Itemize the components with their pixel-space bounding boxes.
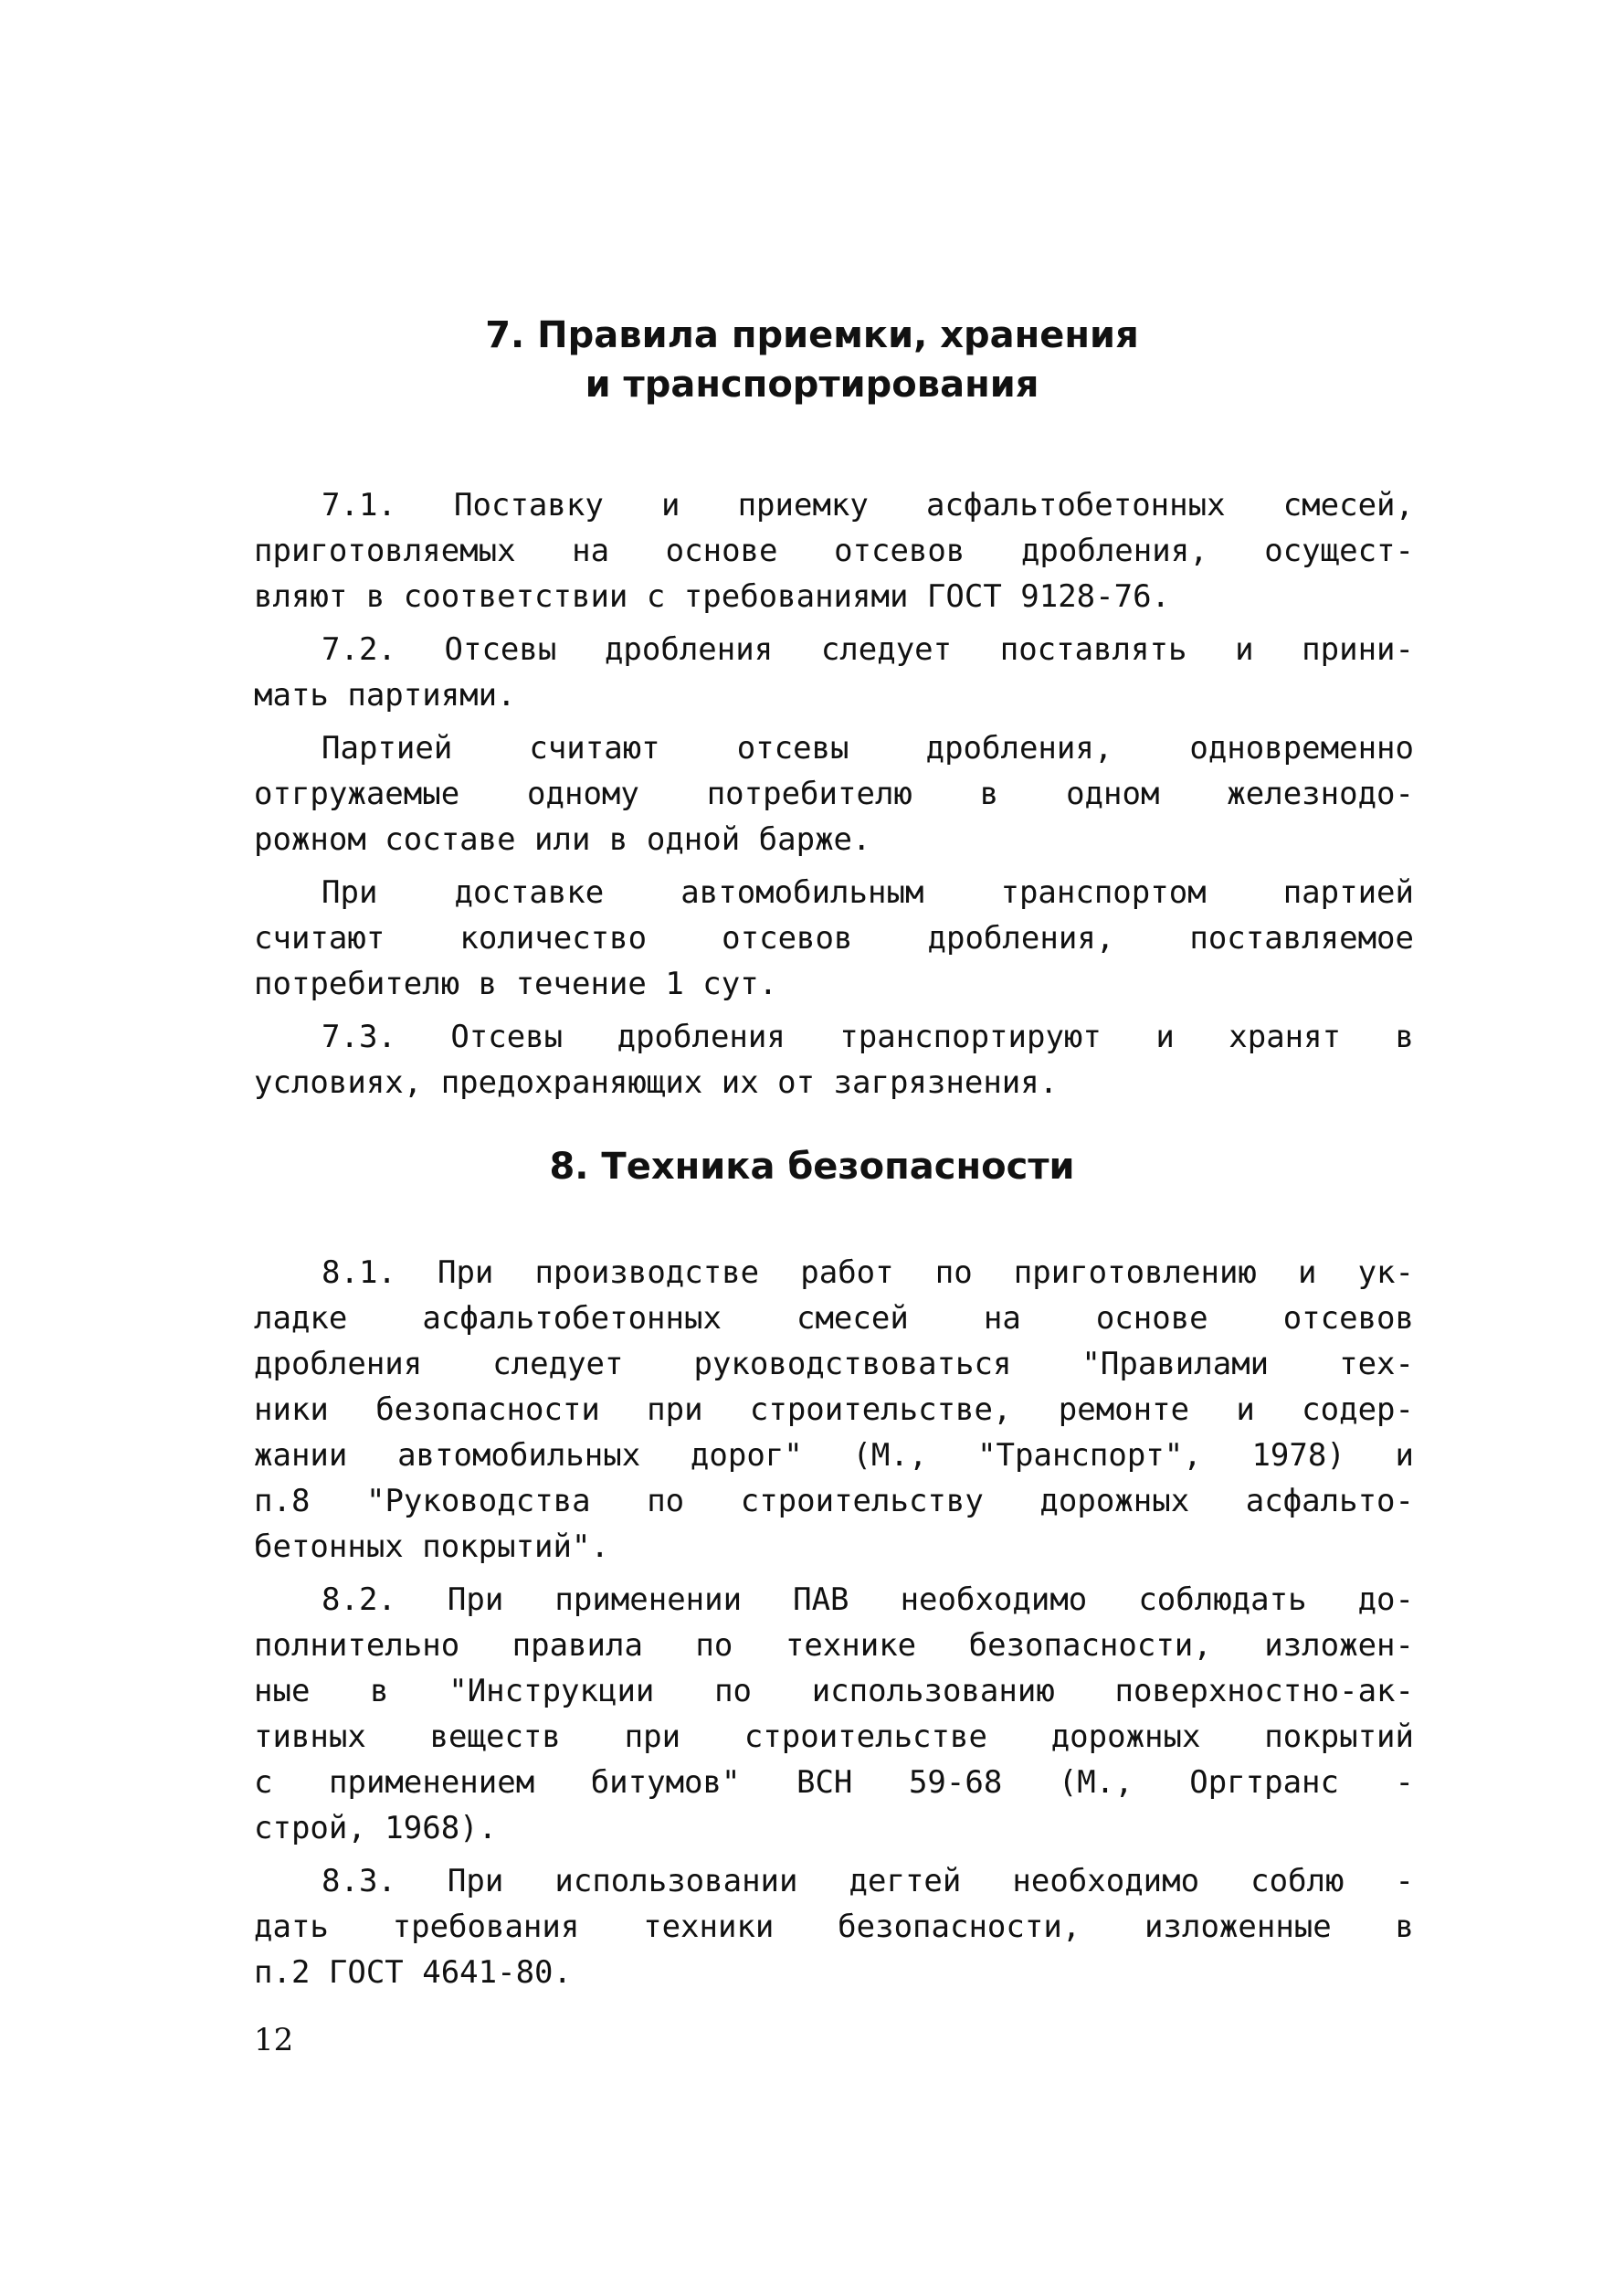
section-7-heading-line-2: и транспортирования (585, 364, 1039, 406)
text-line: жании автомобильных дорог" (М., "Транспорт", 1978) и (254, 1437, 1414, 1474)
text-line: 7.1. Поставку и приемку асфальтобетонных смесей, (322, 487, 1414, 524)
text-line: условиях, предохраняющих их от загрязнения. (254, 1064, 1059, 1101)
text-line: 8.1. При производстве работ по приготовлению и ук- (322, 1254, 1414, 1291)
paragraph-road-transport (254, 870, 1414, 1007)
text-line: рожном составе или в одной барже. (254, 821, 871, 858)
spacer (254, 718, 1414, 725)
text-line: ники безопасности при строительстве, ремонте и содер- (254, 1391, 1414, 1428)
text-line: ные в "Инструкции по использованию поверхностно-ак- (254, 1673, 1414, 1709)
text-line: отгружаемые одному потребителю в одном железнодо- (254, 776, 1414, 812)
section-8-heading-line: 8. Техника безопасности (549, 1146, 1075, 1188)
section-7-body (254, 482, 1414, 1105)
text-line: считают количество отсевов дробления, поставляемое (254, 920, 1414, 957)
spacer (254, 1851, 1414, 1858)
paragraph-8-1 (254, 1250, 1414, 1570)
text-line: 7.2. Отсевы дробления следует поставлять и прини- (322, 631, 1414, 668)
text-line: тивных веществ при строительстве дорожных покрытий (254, 1719, 1414, 1755)
text-line: бетонных покрытий". (254, 1528, 609, 1565)
section-7-heading (0, 311, 1624, 409)
section-8-body (254, 1250, 1414, 1995)
text-line: вляют в соответствии с требованиями ГОСТ 9128-76. (254, 578, 1171, 615)
text-line: п.8 "Руководства по строительству дорожных асфальто- (254, 1483, 1414, 1519)
text-line: полнительно правила по технике безопасности, изложен- (254, 1627, 1414, 1664)
paragraph-8-2 (254, 1577, 1414, 1851)
text-line: дать требования техники безопасности, изложенные в (254, 1909, 1414, 1945)
spacer (254, 1007, 1414, 1014)
spacer (254, 862, 1414, 870)
text-line: дробления следует руководствоваться "Правилами тех- (254, 1346, 1414, 1382)
text-line: с применением битумов" ВСН 59-68 (М., Оргтранс - (254, 1764, 1414, 1801)
paragraph-7-2 (254, 627, 1414, 718)
spacer (254, 619, 1414, 627)
text-line: приготовляемых на основе отсевов дробления, осущест- (254, 533, 1414, 569)
text-line: 7.3. Отсевы дробления транспортируют и хранят в (322, 1019, 1414, 1055)
paragraph-party-definition (254, 725, 1414, 862)
section-7-heading-line-1: 7. Правила приемки, хранения (485, 314, 1139, 356)
spacer (254, 1570, 1414, 1577)
text-line: п.2 ГОСТ 4641-80. (254, 1954, 572, 1991)
text-line: мать партиями. (254, 677, 516, 714)
paragraph-7-3 (254, 1014, 1414, 1105)
text-line: При доставке автомобильным транспортом партией (322, 874, 1414, 911)
text-line: потребителю в течение 1 сут. (254, 966, 778, 1002)
paragraph-7-1 (254, 482, 1414, 619)
text-line: 8.3. При использовании дегтей необходимо соблю - (322, 1863, 1414, 1899)
paragraph-8-3 (254, 1858, 1414, 1995)
section-8-heading (0, 1142, 1624, 1191)
text-line: 8.2. При применении ПАВ необходимо соблюдать до- (322, 1581, 1414, 1618)
text-line: ладке асфальтобетонных смесей на основе отсевов (254, 1300, 1414, 1337)
text-line: строй, 1968). (254, 1810, 498, 1846)
page-number: 12 (254, 2022, 294, 2058)
text-line: Партией считают отсевы дробления, одновременно (322, 730, 1414, 767)
